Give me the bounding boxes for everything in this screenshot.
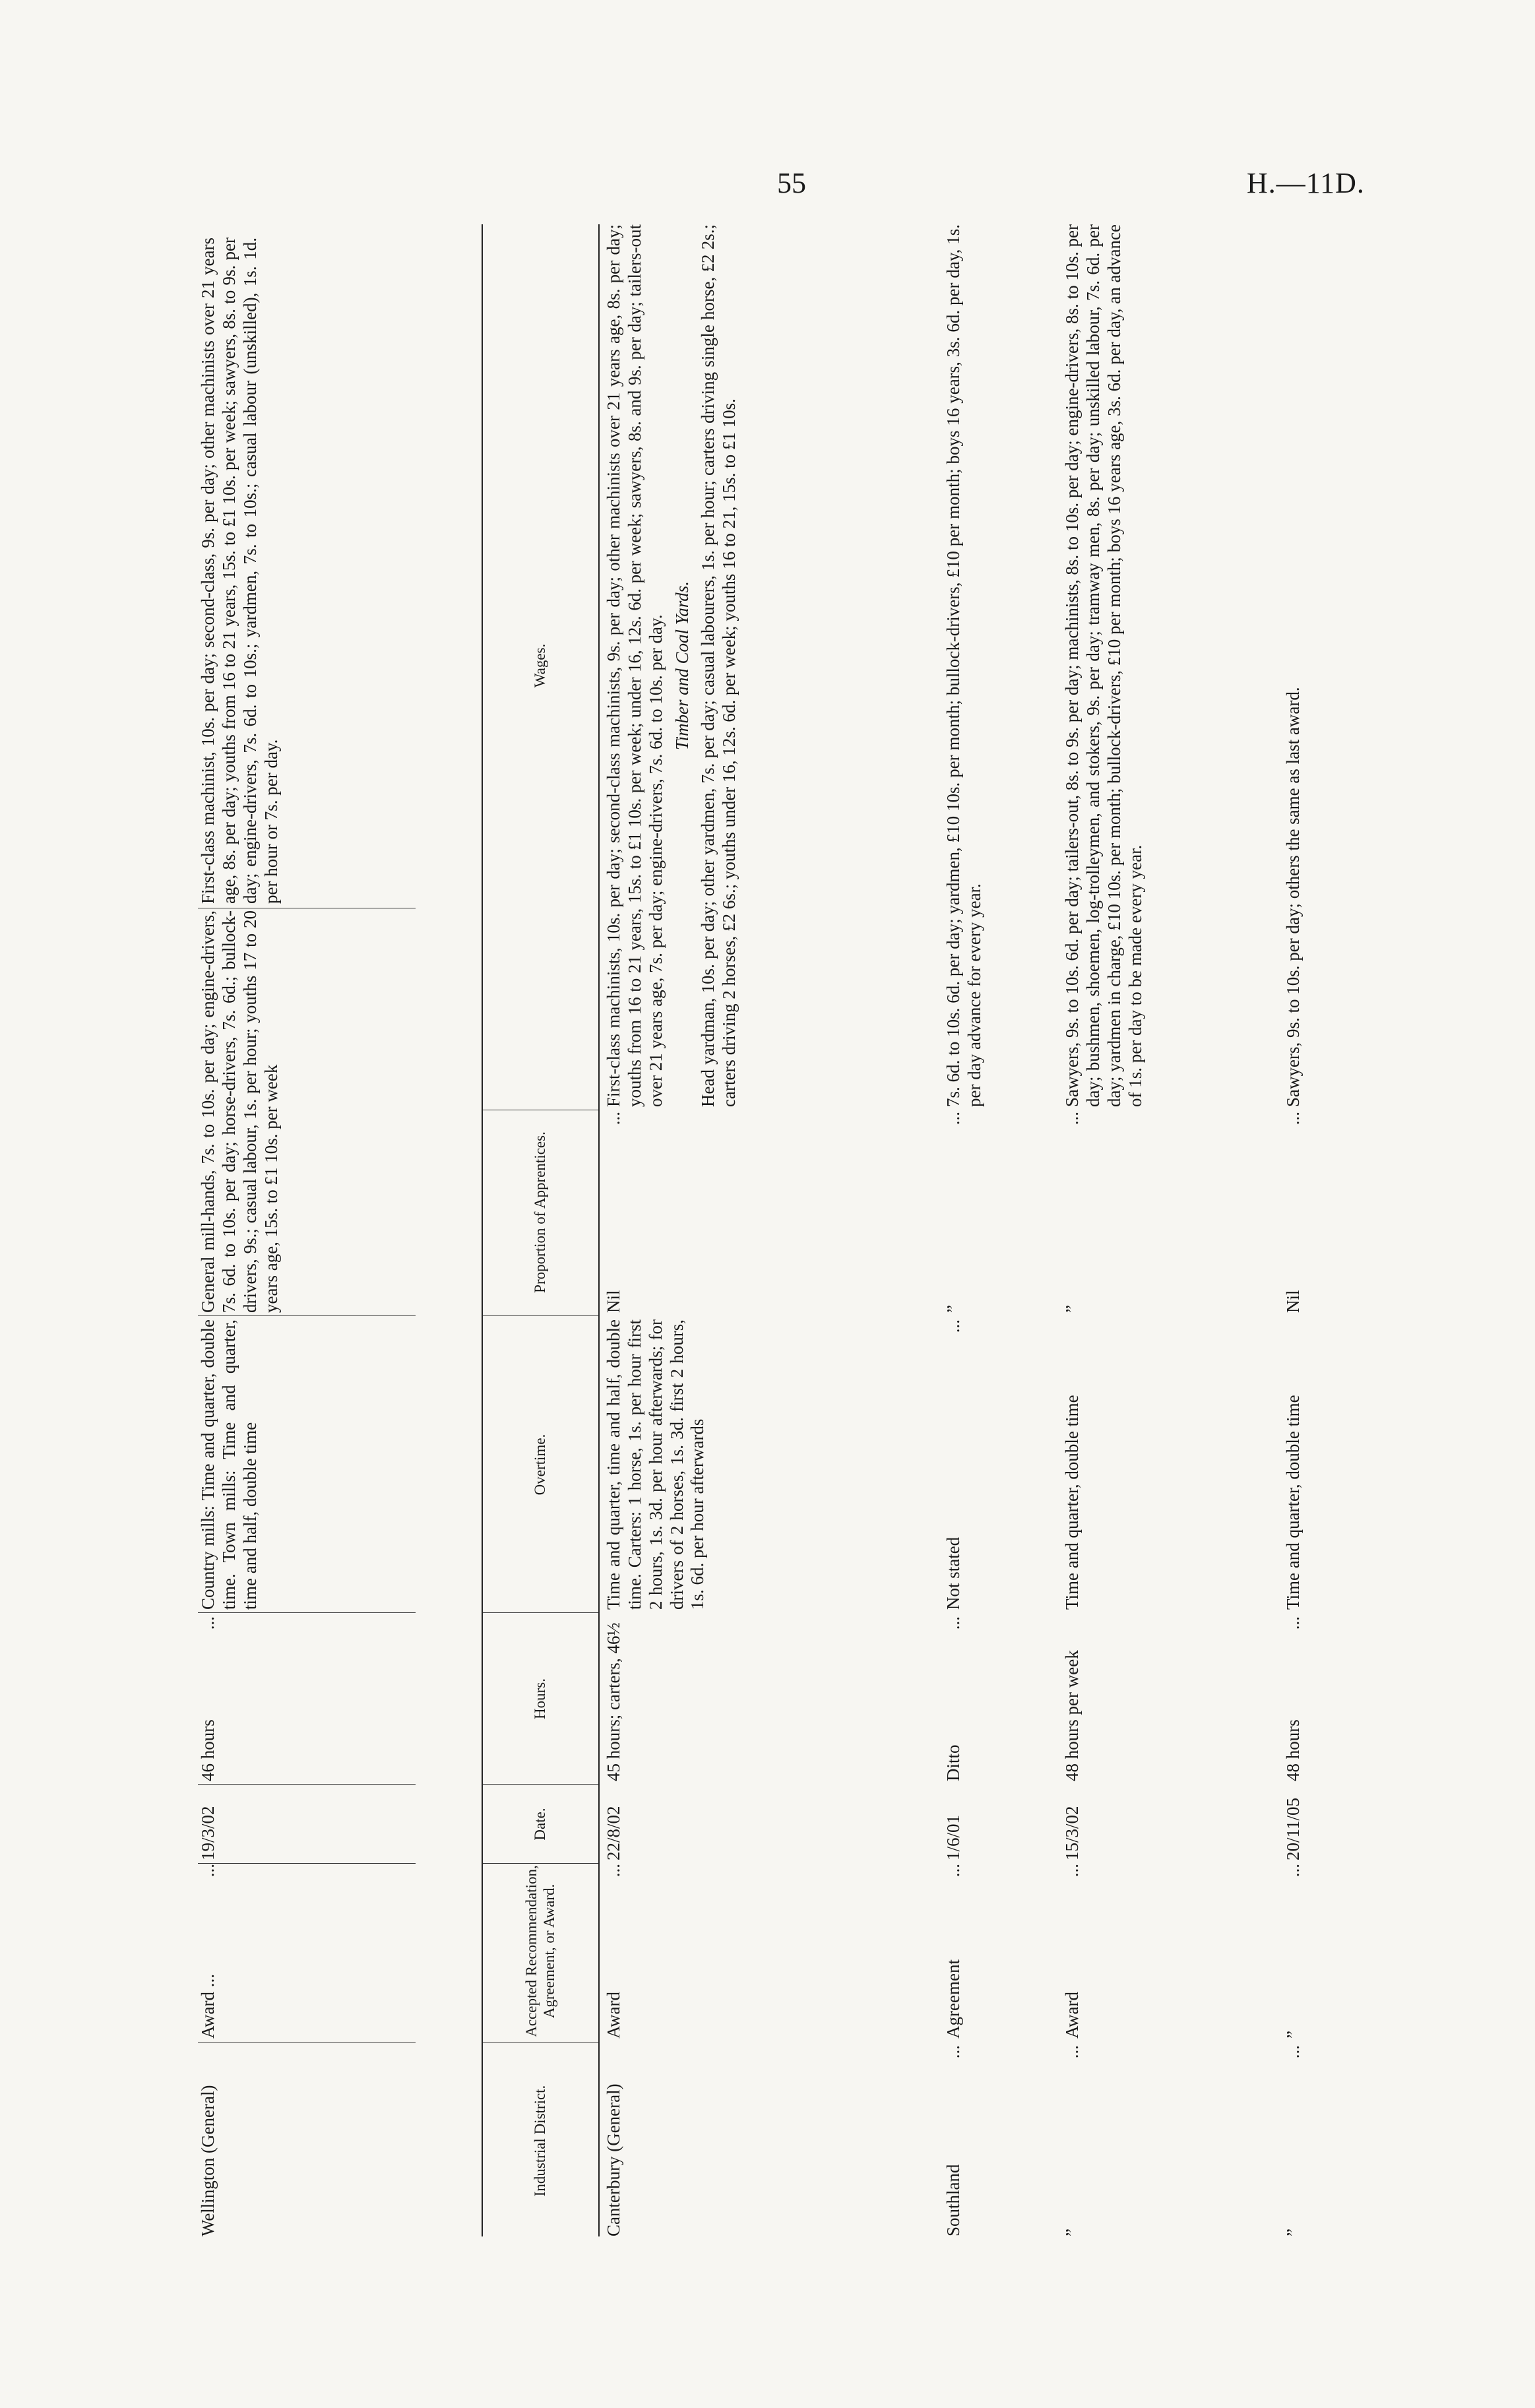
overtime-cell: Time and quarter, double time [1283, 1395, 1303, 1610]
date-cell: 19/3/02 [198, 1806, 218, 1860]
proportion-text: ” [943, 1305, 963, 1313]
leader-dots: ... [1062, 2045, 1082, 2059]
proportion-cell [1062, 1112, 1083, 1313]
header-wages: Wages. [532, 643, 549, 688]
wages-subheading: Timber and Coal Yards. [672, 581, 692, 751]
wages-table [198, 224, 1346, 2236]
header-hours: Hours. [532, 1678, 549, 1719]
column-divider [198, 1863, 416, 1864]
column-divider [483, 1784, 598, 1785]
header-date: Date. [532, 1808, 549, 1841]
accepted-cell [198, 1864, 219, 2039]
leader-dots: ... [943, 1112, 963, 1125]
proportion-cell [943, 1112, 964, 1313]
date-cell: 1/6/01 [943, 1814, 963, 1860]
column-divider [198, 1612, 416, 1613]
column-divider [198, 1784, 416, 1785]
proportion-text: ” [1062, 1305, 1082, 1313]
hours-text: 46 hours [198, 1719, 218, 1781]
header-accepted: Accepted Recommendation, Agreement, or Award. [523, 1865, 557, 2037]
date-cell: 20/11/05 [1283, 1797, 1303, 1860]
hours-cell: 48 hours per week [1062, 1650, 1082, 1781]
leader-dots: ... [604, 1864, 623, 1878]
overtime-cell: Time and quarter, double time [1062, 1395, 1082, 1610]
district-cell: Wellington (General) [198, 2085, 218, 2236]
column-divider [483, 1315, 598, 1316]
table-row [1062, 224, 1273, 2236]
overtime-cell [943, 1319, 964, 1610]
wages-text: First-class machinists, 10s. per day; second-class machinists, 9s. per day; other machinists over 21 years age, 8s. per day; youths from 16 to 21 years, 15s. to £1 10s. per week; under 16, 12s. 6d. per week; sawyers, 8s. and 9s. per day; tailers-out over 21 years age, 7s. per day; engine-drivers, 7s. 6d. to 10s. per day. [604, 224, 666, 1107]
column-divider [483, 1612, 598, 1613]
table-row [1283, 224, 1342, 2236]
table-row [604, 224, 933, 2236]
leader-dots: ... [943, 1864, 963, 1878]
hours-text: Ditto [943, 1744, 963, 1781]
proportion-text: Nil [1283, 1290, 1303, 1313]
leader-dots: ... [943, 2045, 963, 2059]
general-wages-cell: General mill-hands, 7s. to 10s. per day; engine-drivers, 7s. 6d. to 10s. per day; horse-drivers, 7s. 6d.; bullock-drivers, 9s.; casual labour, 1s. per hour; youths 17 to 20 years age, 15s. to £1 10s. per week [198, 910, 281, 1313]
proportion-cell [1283, 1112, 1304, 1313]
hours-cell: 45 hours; carters, 46½ [604, 1622, 623, 1781]
accepted-text: Award [1062, 1992, 1082, 2039]
leader-dots: ... [1283, 1616, 1303, 1630]
header-overtime: Overtime. [532, 1434, 549, 1496]
wages-cell: 7s. 6d. to 10s. 6d. per day; yardmen, £10 10s. per month; bullock-drivers, £10 per month; boys 16 years, 3s. 6d. per day, 1s. per day advance for every year. [943, 224, 984, 1107]
proportion-text: Nil [604, 1290, 623, 1313]
accepted-cell [943, 1864, 964, 2039]
overtime-cell: Country mills: Time and quarter, double time. Town mills: Time and quarter, time and half, double time [198, 1319, 260, 1610]
column-divider [198, 1315, 416, 1316]
overtime-text: Not stated [943, 1537, 963, 1610]
date-cell: 15/3/02 [1062, 1806, 1082, 1860]
hours-cell [943, 1616, 964, 1781]
district-cell: Canterbury (General) [604, 2083, 623, 2236]
leader-dots: ... [1062, 1112, 1082, 1125]
hours-cell [198, 1616, 219, 1781]
accepted-text: ” [1283, 2031, 1303, 2039]
column-divider [483, 1863, 598, 1864]
leader-dots: ... [1062, 1864, 1082, 1878]
leader-dots: ... [604, 1112, 623, 1125]
wages-cell [604, 224, 744, 1107]
district-text: Southland [943, 2164, 963, 2236]
rotated-table-area [198, 224, 1346, 2236]
header-proportion: Proportion of Apprentices. [532, 1131, 549, 1293]
wages-cell: Sawyers, 9s. to 10s. per day; others the same as last award. [1283, 687, 1303, 1107]
header-district: Industrial District. [532, 2085, 549, 2197]
table-row-wellington [198, 224, 475, 2236]
district-text: ” [1062, 2229, 1082, 2236]
accepted-cell [604, 1864, 625, 2039]
hours-text: 48 hours [1283, 1719, 1303, 1781]
page-number: 55 [777, 167, 806, 199]
wages-cell: First-class machinist, 10s. per day; second-class, 9s. per day; other machinists over 21 years age, 8s. per day; youths from 16 to 21 years, 15s. to £1 10s. per week; sawyers, 8s. to 9s. per day; engine-drivers, 7s. 6d. to 10s.; yardmen, 7s. to 10s.; casual labour (unskilled), 1s. 1d. per hour or 7s. per day. [198, 238, 281, 904]
date-cell: 22/8/02 [604, 1806, 623, 1860]
district-cell [1062, 2045, 1083, 2236]
table-row [943, 224, 1055, 2236]
accepted-text: Award [604, 1992, 623, 2039]
leader-dots: ... [1283, 1112, 1303, 1125]
leader-dots: ... [943, 1319, 963, 1333]
district-cell [943, 2045, 964, 2236]
leader-dots: ... [1283, 1864, 1303, 1878]
leader-dots: ... [198, 1616, 218, 1630]
accepted-cell [1062, 1864, 1083, 2039]
proportion-cell [604, 1112, 625, 1313]
accepted-cell [1283, 1864, 1304, 2039]
overtime-cell: Time and quarter, time and half, double time. Carters: 1 horse, 1s. per hour first 2 hours, 1s. 3d. per hour afterwards; for drivers of 2 horses, 1s. 3d. first 2 hours, 1s. 6d. per hour afterwards [604, 1319, 708, 1610]
leader-dots: ... [1283, 2045, 1303, 2059]
leader-dots: ... [198, 1864, 218, 1878]
wages-text-yards: Head yardman, 10s. per day; other yardmen, 7s. per day; casual labourers, 1s. per hour; carters driving single horse, £2 2s.; carters driving 2 horses, £2 6s.; youths under 16, 12s. 6d. per week; youths 16 to 21, 15s. to £1 10s. [698, 224, 739, 1107]
district-cell [1283, 2045, 1304, 2236]
leader-dots: ... [943, 1616, 963, 1630]
accepted-text: Award ... [198, 1974, 218, 2039]
accepted-text: Agreement [943, 1959, 963, 2039]
page-code: H.—11D. [1247, 167, 1365, 199]
table-header [482, 224, 600, 2236]
wages-cell: Sawyers, 9s. to 10s. 6d. per day; tailers-out, 8s. to 9s. per day; machinists, 8s. to 10s. per day; engine-drivers, 8s. to 10s. per day; bushmen, shoemen, log-trolleymen, and stokers, 9s. per day; tramway men, 8s. per day; unskilled labour, 7s. 6d. per day; yardmen in charge, £10 10s. per month; bullock-drivers, £10 per month; boys 16 years age, 3s. 6d. per day, an advance of 1s. per day to be made every year. [1062, 224, 1145, 1107]
hours-cell [1283, 1616, 1304, 1781]
district-text: ” [1283, 2229, 1303, 2236]
